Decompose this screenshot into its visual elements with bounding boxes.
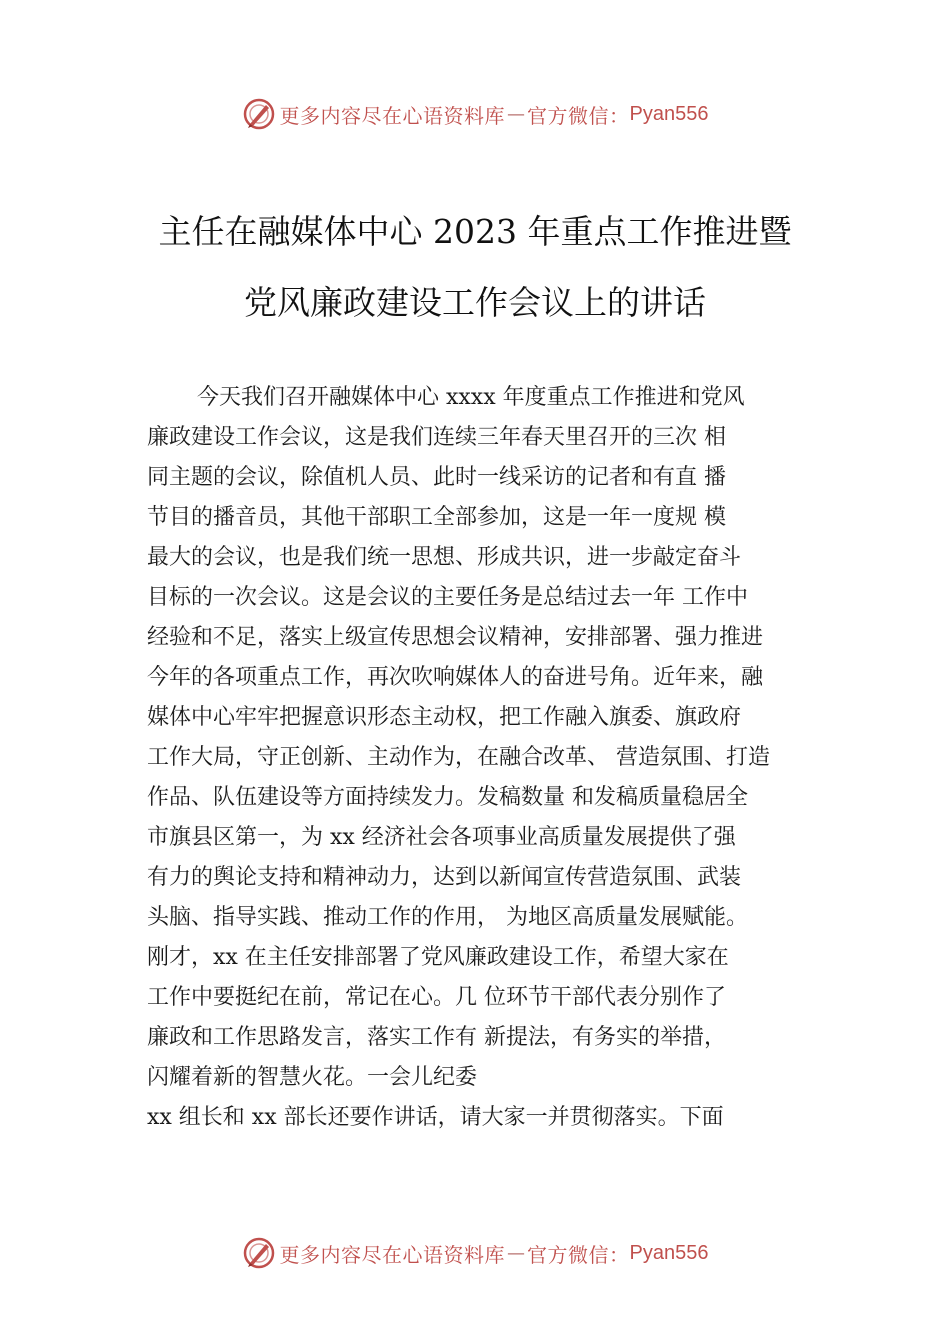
watermark-dash: — (507, 1242, 526, 1264)
body-line: xx 组长和 xx 部长还要作讲话，请大家一并贯彻落实。下面 (147, 1105, 724, 1130)
body-line: 闪耀着新的智慧火花。一会儿纪委 (147, 1065, 478, 1090)
watermark-main-text: 更多内容尽在心语资料库 (279, 1242, 506, 1267)
watermark-footer (0, 1233, 950, 1273)
body-line: 目标的一次会议。这是会议的主要任务是总结过去一年 工作中 (147, 585, 748, 610)
body-line: 媒体中心牢牢把握意识形态主动权，把工作融入旗委、旗政府 (147, 705, 742, 730)
body-line: 工作中要挺纪在前，常记在心。几 位环节干部代表分别作了 (147, 985, 726, 1010)
watermark-main-text: 更多内容尽在心语资料库 (279, 103, 506, 128)
body-line: 头脑、指导实践、推动工作的作用， 为地区高质量发展赋能。 (147, 905, 748, 930)
body-line: 廉政和工作思路发言，落实工作有 新提法，有务实的举措， (147, 1025, 726, 1050)
body-line: 廉政建设工作会议，这是我们连续三年春天里召开的三次 相 (147, 425, 726, 450)
body-line: 工作大局，守正创新、主动作为，在融合改革、 营造氛围、打造 (147, 745, 770, 770)
body-line: 作品、队伍建设等方面持续发力。发稿数量 和发稿质量稳居全 (147, 785, 748, 810)
watermark-dash: — (507, 103, 526, 125)
body-line: 经验和不足，落实上级宣传思想会议精神，安排部署、强力推进 (147, 625, 764, 650)
body-line: 节目的播音员，其他干部职工全部参加，这是一年一度规 模 (147, 505, 726, 530)
body-line: 市旗县区第一，为 xx 经济社会各项事业高质量发展提供了强 (147, 825, 736, 850)
watermark-wechat-id: Pyan556 (629, 102, 709, 125)
watermark-wechat-id: Pyan556 (629, 1241, 709, 1264)
body-line: 同主题的会议，除值机人员、此时一线采访的记者和有直 播 (147, 465, 726, 490)
watermark-label: 官方微信： (527, 103, 630, 128)
body-line: 有力的舆论支持和精神动力，达到以新闻宣传营造氛围、武装 (147, 865, 742, 890)
pen-logo-icon (242, 97, 276, 131)
body-line: 今年的各项重点工作，再次吹响媒体人的奋进号角。近年来，融 (147, 665, 764, 690)
pen-logo-icon (242, 1236, 276, 1270)
document-title-line-1: 主任在融媒体中心 2023 年重点工作推进暨 (158, 212, 792, 251)
body-line: 今天我们召开融媒体中心 xxxx 年度重点工作推进和党风 (197, 385, 745, 410)
document-title-line-2: 党风廉政建设工作会议上的讲话 (244, 283, 706, 322)
document-body (147, 378, 837, 1138)
watermark-label: 官方微信： (527, 1242, 630, 1267)
body-line: 最大的会议，也是我们统一思想、形成共识，进一步敲定奋斗 (147, 545, 742, 570)
watermark-header (0, 94, 950, 134)
body-line: 刚才，xx 在主任安排部署了党风廉政建设工作，希望大家在 (147, 945, 729, 970)
